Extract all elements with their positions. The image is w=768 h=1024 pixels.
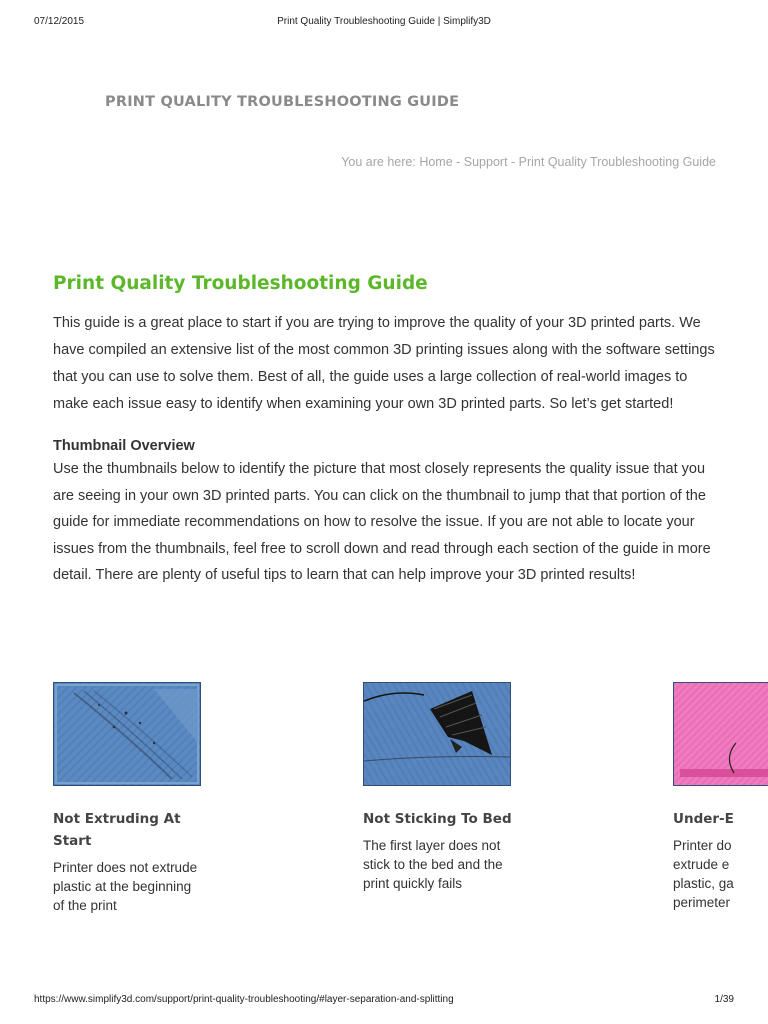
print-footer-url: https://www.simplify3d.com/support/print-quality-troubleshooting/#layer-separation-and-splitting: [34, 994, 454, 1005]
not-extruding-thumbnail-image[interactable]: [53, 682, 201, 786]
card-title[interactable]: Not Extruding At Start: [53, 811, 181, 849]
thumbnail-overview-heading: Thumbnail Overview: [53, 438, 195, 454]
not-sticking-thumbnail-image[interactable]: [363, 682, 511, 786]
breadcrumb-separator: -: [452, 155, 464, 169]
thumbnail-overview-paragraph: Use the thumbnails below to identify the picture that most closely represents the quality issue that you are seeing in your own 3D printed parts. You can click on the thumbnail to jump that that portion of the guide for immediate recommendations on how to resolve the issue. If you are not able to locate your issues from the thumbnails, feel free to scroll down and read through each section of the guide in more detail. There are plenty of useful tips to learn that can help improve your 3D printed results!: [53, 461, 711, 583]
print-detaching-image: [364, 683, 510, 785]
breadcrumb-home-link[interactable]: Home: [419, 155, 453, 169]
print-header: [34, 16, 734, 30]
thumbnail-card[interactable]: [363, 682, 513, 893]
page-title: Print Quality Troubleshooting Guide: [53, 273, 428, 294]
card-description: The first layer does not stick to the bed and the print quickly fails: [363, 838, 503, 891]
card-description: Printer does not extrude plastic at the beginning of the print: [53, 860, 198, 913]
intro-paragraph: This guide is a great place to start if you are trying to improve the quality of your 3D printed parts. We have compiled an extensive list of the most common 3D printing issues along with the software settings that you can use to solve them. Best of all, the guide uses a large collection of real-world images to make each issue easy to identify when examining your own 3D printed parts. So let’s get started!: [53, 315, 715, 412]
breadcrumb-support-link[interactable]: Support: [463, 155, 508, 169]
site-section-title: PRINT QUALITY TROUBLESHOOTING GUIDE: [105, 94, 460, 110]
thumbnail-card[interactable]: [673, 682, 768, 912]
card-description: Printer do extrude e plastic, ga perimeter: [673, 838, 734, 910]
breadcrumb-current: Print Quality Troubleshooting Guide: [518, 155, 716, 169]
card-title[interactable]: Under-E: [673, 811, 734, 827]
thumbnail-card[interactable]: [53, 682, 203, 915]
blue-print-bed-image: [54, 683, 200, 785]
print-page-number: 1/39: [714, 994, 734, 1005]
thumbnail-grid: [0, 682, 768, 942]
under-extrusion-thumbnail-image[interactable]: [673, 682, 768, 786]
breadcrumb-separator: -: [507, 155, 519, 169]
card-title[interactable]: Not Sticking To Bed: [363, 811, 512, 827]
breadcrumb: [341, 155, 716, 169]
main-content: [53, 270, 723, 589]
print-page-title: Print Quality Troubleshooting Guide | Simplify3D: [277, 16, 491, 27]
breadcrumb-prefix: You are here:: [341, 155, 416, 169]
pink-print-image: [674, 683, 768, 785]
print-date: 07/12/2015: [34, 16, 85, 27]
